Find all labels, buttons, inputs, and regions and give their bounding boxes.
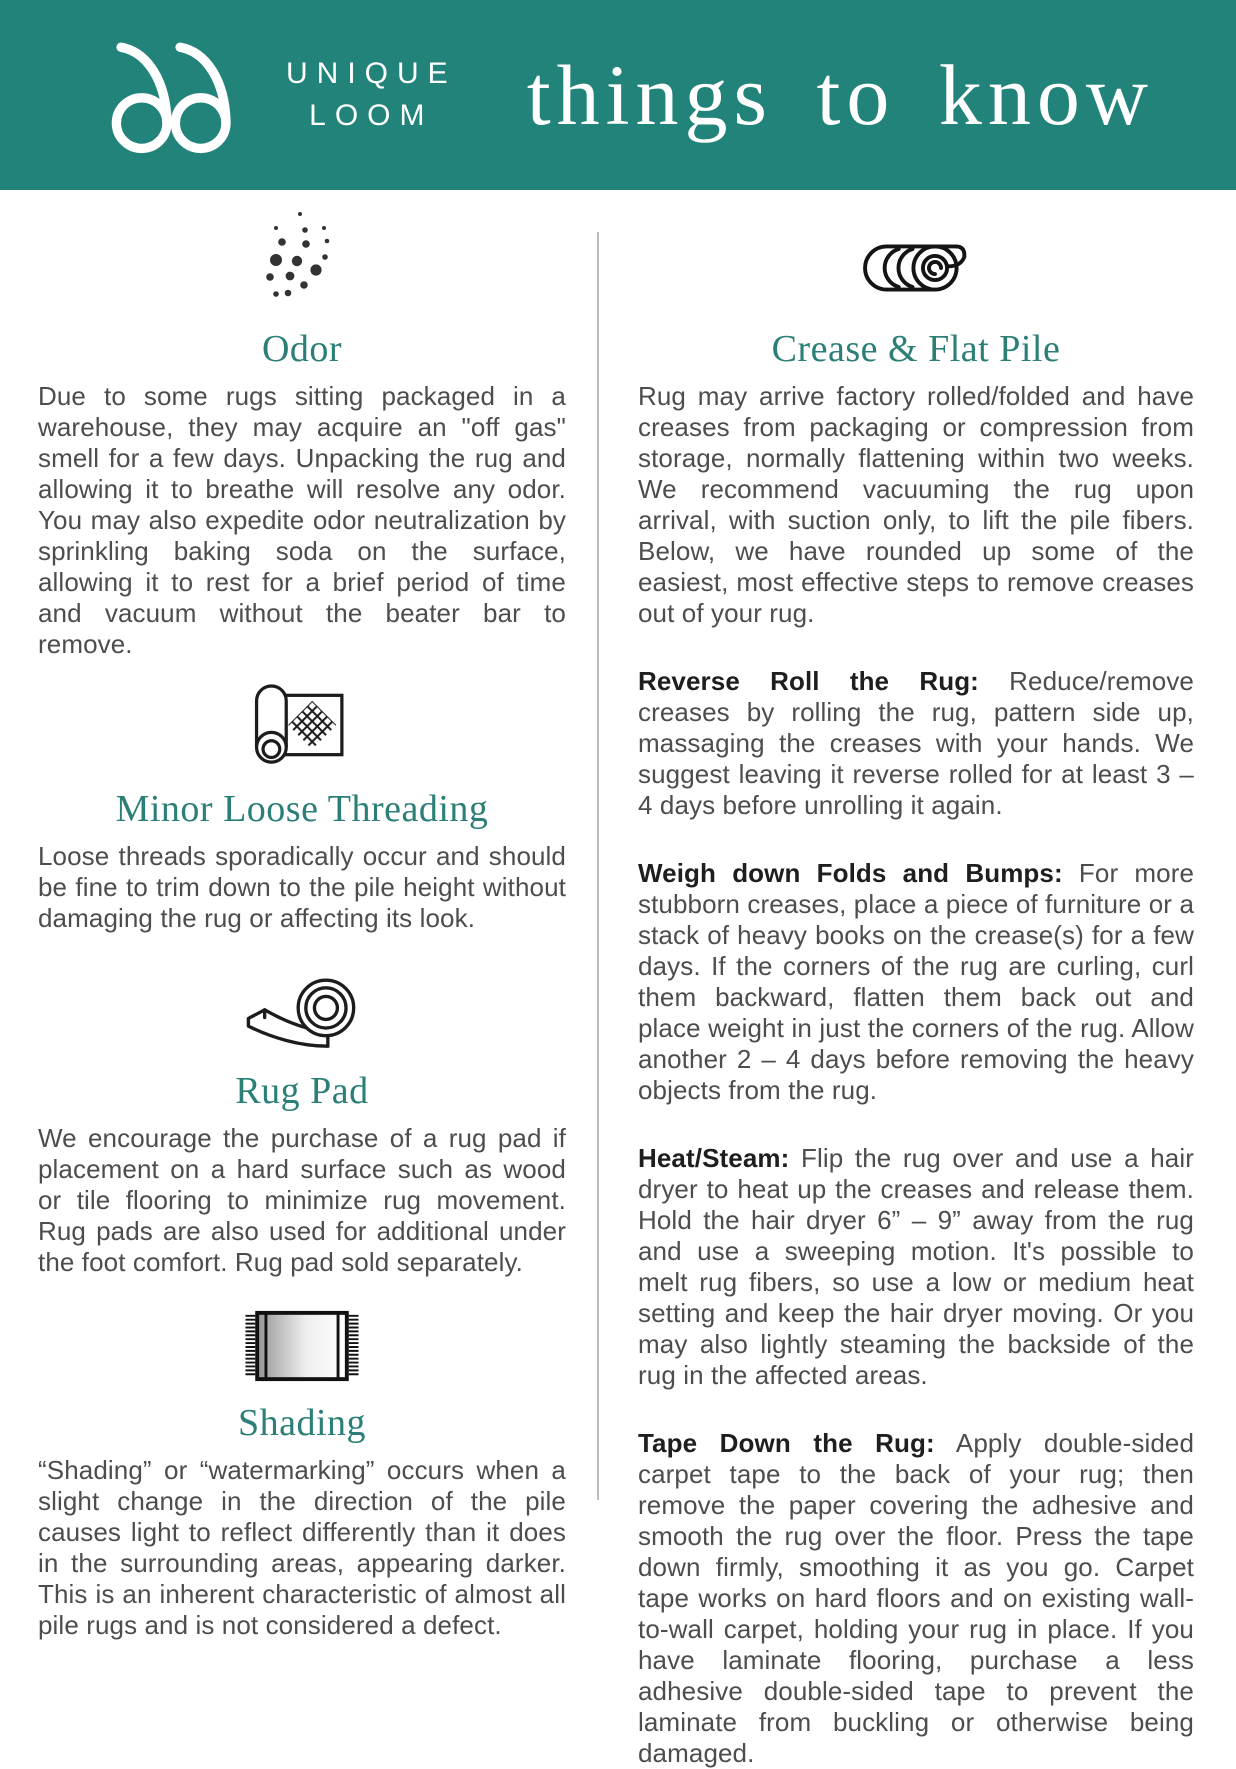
section-rug-pad [38, 960, 566, 1278]
section-body-odor: Due to some rugs sitting packaged in a warehouse, they may acquire an "off gas" smell for a few days. Unpacking the rug and allowing it to breathe will resolve any odor. You may also expedite odor neutralization by sprinkling baking soda on the surface, allowing it to rest for a brief period of time and vacuum without the beater bar to remove. [38, 381, 566, 659]
content-columns [0, 190, 1236, 1768]
header-banner [0, 0, 1236, 190]
section-intro-crease: Rug may arrive factory rolled/folded and have creases from packaging or compression from storage, normally flattening within two weeks. We recommend vacuuming the rug upon arrival, with suction only, to lift the pile fibers. Below, we have rounded up some of the easiest, most effective steps to remove creases out of your rug. [638, 381, 1194, 628]
tip-weigh-down [638, 858, 1194, 1106]
section-title-threading: Minor Loose Threading [115, 788, 489, 830]
right-column [598, 190, 1236, 1768]
section-odor [38, 190, 566, 660]
section-crease-flat-pile [638, 190, 1194, 1769]
tip-text: For more stubborn creases, place a piece of furniture or a stack of heavy books on the crease(s) for a few days. If the corners of the rug are curling, curl them backward, flatten them back out and place weight in just the corners of the rug. Allow another 2 – 4 days before removing the heavy objects from the rug. [638, 858, 1195, 1105]
section-shading [38, 1308, 566, 1641]
section-title-odor: Odor [261, 328, 343, 370]
section-body-rugpad: We encourage the purchase of a rug pad if placement on a hard surface such as wood or tile flooring to minimize rug movement. Rug pads are also used for additional under the foot comfort. Rug pad sold separately. [38, 1123, 566, 1277]
section-body-threading: Loose threads sporadically occur and should be fine to trim down to the pile height without damaging the rug or affecting its look. [38, 841, 566, 933]
tip-heat-steam [638, 1143, 1194, 1391]
rug-pad-roll-icon [235, 960, 369, 1052]
left-column [0, 190, 598, 1640]
section-title-crease: Crease & Flat Pile [771, 328, 1061, 370]
tip-reverse-roll [638, 666, 1194, 821]
tip-tape-down [638, 1428, 1194, 1769]
odor-dots-icon [252, 206, 352, 310]
rolled-rug-side-icon [859, 242, 973, 294]
tip-label: Tape Down the Rug: [638, 1428, 935, 1458]
brand-name-line2: LOOM [309, 99, 434, 132]
tip-text: Apply double-sided carpet tape to the back of your rug; then remove the paper covering the adhesive and smooth the rug over the floor. Press the tape down firmly, smoothing it as you go. Carpet tape works on hard floors and on existing wall-to-wall carpet, holding your rug in place. If you have laminate flooring, purchase a less adhesive double-sided tape to prevent the laminate from buckling or otherwise being damaged. [638, 1428, 1195, 1768]
section-title-rugpad: Rug Pad [235, 1070, 369, 1112]
rolled-rug-crosshatch-icon [251, 680, 353, 770]
section-body-shading: “Shading” or “watermarking” occurs when a slight change in the direction of the pile causes light to reflect differently than it does in the surrounding areas, appearing darker. This is an inherent characteristic of almost all pile rugs and is not considered a defect. [38, 1455, 566, 1640]
tip-label: Heat/Steam: [638, 1143, 790, 1173]
tip-text: Reduce/remove creases by rolling the rug, pattern side up, massaging the creases with your hands. We suggest leaving it reverse rolled for at least 3 – 4 days before unrolling it again. [638, 666, 1194, 820]
brand-name [286, 53, 457, 137]
tip-text: Flip the rug over and use a hair dryer to heat up the creases and release them. Hold the hair dryer 6” – 9” away from the rug and use a sweeping motion. It's possible to melt rug fibers, so use a low or medium heat setting and keep the hair dryer moving. Or you may also lightly steaming the backside of the rug in the affected areas. [638, 1143, 1194, 1390]
tip-label: Reverse Roll the Rug: [638, 666, 979, 696]
tip-label: Weigh down Folds and Bumps: [638, 858, 1063, 888]
shaded-rug-fringe-icon [241, 1308, 363, 1384]
unique-loom-logo-icon [106, 36, 256, 154]
page-title: things to know [526, 47, 1154, 143]
section-minor-loose-threading [38, 680, 566, 934]
column-divider [597, 232, 599, 1500]
section-title-shading: Shading [237, 1402, 367, 1444]
brand-lockup [106, 36, 457, 154]
brand-name-line1: UNIQUE [286, 57, 457, 90]
